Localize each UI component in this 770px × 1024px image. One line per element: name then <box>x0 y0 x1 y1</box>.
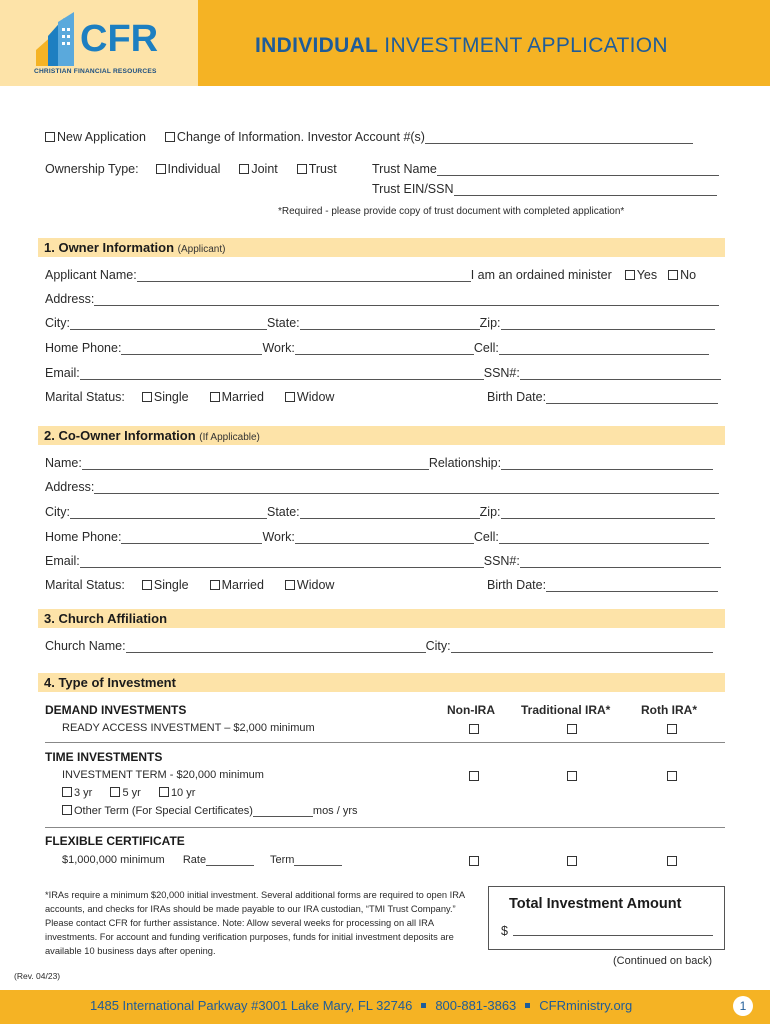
total-investment-title: Total Investment Amount <box>509 896 682 912</box>
coowner-marital-row <box>45 578 334 592</box>
term-3yr-label: 3 yr <box>74 787 93 799</box>
flex-rate-label: Rate <box>182 854 207 866</box>
coowner-state-field[interactable] <box>300 507 480 519</box>
change-info-label: Change of Information. Investor Account #(s) <box>176 130 425 144</box>
footer-phone: 800-881-3863 <box>435 998 517 1013</box>
owner-home-phone-label: Home Phone: <box>45 341 122 355</box>
coowner-birth-date-label: Birth Date: <box>487 578 547 592</box>
page-number: 1 <box>733 996 753 1016</box>
new-application-label: New Application <box>57 130 146 144</box>
coowner-city-field[interactable] <box>70 507 267 519</box>
title-panel <box>198 0 770 86</box>
coowner-widow-label: Widow <box>296 578 335 592</box>
coowner-city-label: City: <box>45 505 70 519</box>
church-name-label: Church Name: <box>45 639 126 653</box>
ordained-minister-label: I am an ordained minister <box>470 268 612 282</box>
coowner-birth-date-field[interactable] <box>546 580 718 592</box>
trust-name-label: Trust Name <box>372 162 437 176</box>
flex-traditional <box>567 854 579 868</box>
time-traditional-checkbox[interactable] <box>567 771 577 781</box>
term-5yr-label: 5 yr <box>122 787 141 799</box>
owner-state-label: State: <box>267 316 300 330</box>
coowner-relationship-label: Relationship: <box>428 456 502 470</box>
coowner-name-row <box>45 456 713 470</box>
divider <box>45 742 725 743</box>
trust-ein-label: Trust EIN/SSN <box>372 182 454 196</box>
flex-roth-checkbox[interactable] <box>667 856 677 866</box>
coowner-cell-label: Cell: <box>473 530 499 544</box>
coowner-address-label: Address: <box>45 480 95 494</box>
demand-traditional <box>567 722 579 736</box>
term-5yr-checkbox[interactable] <box>110 787 120 797</box>
church-name-field[interactable] <box>126 641 426 653</box>
coowner-work-label: Work: <box>262 530 295 544</box>
church-section-header <box>38 609 725 628</box>
ordained-yes-label: Yes <box>636 268 658 282</box>
church-city-label: City: <box>425 639 451 653</box>
time-roth-checkbox[interactable] <box>667 771 677 781</box>
owner-birth-date-label: Birth Date: <box>487 390 547 404</box>
flex-roth <box>667 854 679 868</box>
total-dollar-sign: $ <box>501 924 508 938</box>
other-term-label: Other Term (For Special Certificates) <box>74 805 253 817</box>
bullet-icon <box>421 1003 426 1008</box>
flex-traditional-checkbox[interactable] <box>567 856 577 866</box>
other-term-row <box>62 805 358 817</box>
coowner-relationship-field[interactable] <box>501 458 713 470</box>
col-roth-ira: Roth IRA* <box>641 703 697 717</box>
church-section-title: 3. Church Affiliation <box>44 611 168 626</box>
owner-single-checkbox[interactable] <box>142 392 152 402</box>
term-10yr-checkbox[interactable] <box>159 787 169 797</box>
joint-label: Joint <box>251 162 278 176</box>
coowner-cell-field[interactable] <box>499 532 709 544</box>
investment-section-header <box>38 673 725 692</box>
coowner-section-title: 2. Co-Owner Information (If Applicable) <box>44 428 260 443</box>
demand-traditional-checkbox[interactable] <box>567 724 577 734</box>
divider <box>45 827 725 828</box>
coowner-address-row <box>45 480 719 494</box>
owner-address-label: Address: <box>45 292 95 306</box>
ownership-type-label: Ownership Type: <box>45 162 139 176</box>
applicant-name-row <box>45 268 696 282</box>
owner-single-label: Single <box>153 390 189 404</box>
coowner-married-label: Married <box>221 578 264 592</box>
demand-roth-checkbox[interactable] <box>667 724 677 734</box>
coowner-name-label: Name: <box>45 456 82 470</box>
owner-zip-field[interactable] <box>501 318 715 330</box>
coowner-marital-label: Marital Status: <box>45 578 125 592</box>
coowner-name-field[interactable] <box>82 458 429 470</box>
header <box>0 0 770 86</box>
col-non-ira: Non-IRA <box>447 703 495 717</box>
owner-birth-date-row <box>487 390 718 404</box>
footer-address: 1485 International Parkway #3001 Lake Mary, FL 32746 <box>90 998 413 1013</box>
continued-note: (Continued on back) <box>613 955 713 967</box>
individual-label: Individual <box>167 162 221 176</box>
time-non-ira-checkbox[interactable] <box>469 771 479 781</box>
coowner-section-header <box>38 426 725 445</box>
owner-home-phone-field[interactable] <box>121 343 262 355</box>
coowner-email-field[interactable] <box>80 556 484 568</box>
time-roth <box>667 769 679 783</box>
coowner-address-field[interactable] <box>94 482 719 494</box>
owner-cell-field[interactable] <box>499 343 709 355</box>
coowner-work-field[interactable] <box>295 532 474 544</box>
time-line: INVESTMENT TERM - $20,000 minimum <box>62 769 264 781</box>
flex-row <box>62 854 342 866</box>
joint-checkbox[interactable] <box>239 164 249 174</box>
owner-zip-label: Zip: <box>479 316 501 330</box>
ira-note: *IRAs require a minimum $20,000 initial investment. Several additional forms are required to open IRA accounts, and checks for IRAs should be made payable to our IRA custodian, “TMI Trust Company.” Please contact CFR for further assistance. Note: Allow several weeks for processing on all IRA investments. For account and funding verification purposes, funds for initial investment deposits are available 10 business days after opening. <box>45 890 465 956</box>
owner-city-label: City: <box>45 316 70 330</box>
footer <box>0 990 770 1024</box>
time-title: TIME INVESTMENTS <box>45 750 163 764</box>
coowner-zip-field[interactable] <box>501 507 715 519</box>
trust-ein-field[interactable] <box>454 184 717 196</box>
owner-cell-label: Cell: <box>473 341 499 355</box>
demand-non-ira-checkbox[interactable] <box>469 724 479 734</box>
trust-ein-row <box>372 182 717 196</box>
application-type-row <box>45 130 693 144</box>
owner-city-field[interactable] <box>70 318 267 330</box>
flex-non-ira <box>469 854 481 868</box>
coowner-phone-row <box>45 530 709 544</box>
owner-section-header <box>38 238 725 257</box>
time-non-ira <box>469 769 481 783</box>
owner-marital-label: Marital Status: <box>45 390 125 404</box>
demand-non-ira <box>469 722 481 736</box>
trust-required-note: *Required - please provide copy of trust document with completed application* <box>278 206 625 217</box>
coowner-email-row <box>45 554 721 568</box>
owner-address-field[interactable] <box>94 294 719 306</box>
owner-married-label: Married <box>221 390 264 404</box>
owner-phone-row <box>45 341 709 355</box>
owner-ssn-label: SSN#: <box>483 366 520 380</box>
owner-email-label: Email: <box>45 366 80 380</box>
trust-name-row <box>372 162 719 176</box>
term-10yr-label: 10 yr <box>170 787 196 799</box>
trust-checkbox[interactable] <box>297 164 307 174</box>
flex-title: FLEXIBLE CERTIFICATE <box>45 834 185 848</box>
footer-contact <box>90 998 632 1013</box>
owner-marital-row <box>45 390 334 404</box>
ownership-type-row <box>45 162 337 176</box>
footer-website[interactable]: CFRministry.org <box>539 998 633 1013</box>
flex-term-label: Term <box>270 854 295 866</box>
owner-email-row <box>45 366 721 380</box>
flex-term-field[interactable] <box>294 854 342 866</box>
flex-min-label: $1,000,000 minimum <box>62 854 165 866</box>
church-row <box>45 639 713 653</box>
individual-checkbox[interactable] <box>156 164 166 174</box>
col-traditional-ira: Traditional IRA* <box>521 703 611 717</box>
bullet-icon <box>525 1003 530 1008</box>
coowner-home-phone-label: Home Phone: <box>45 530 122 544</box>
coowner-email-label: Email: <box>45 554 80 568</box>
ordained-no-label: No <box>680 268 697 282</box>
revision-label: (Rev. 04/23) <box>14 971 61 981</box>
investment-section-title: 4. Type of Investment <box>44 675 176 690</box>
other-term-checkbox[interactable] <box>62 805 72 815</box>
page-title: INDIVIDUAL INVESTMENT APPLICATION <box>255 34 668 57</box>
owner-widow-checkbox[interactable] <box>285 392 295 402</box>
ordained-no-checkbox[interactable] <box>668 270 678 280</box>
trust-name-field[interactable] <box>437 164 719 176</box>
applicant-name-label: Applicant Name: <box>45 268 137 282</box>
logo-panel <box>0 0 198 86</box>
time-traditional <box>567 769 579 783</box>
term-options-row <box>62 787 195 799</box>
coowner-ssn-label: SSN#: <box>483 554 520 568</box>
owner-section-title: 1. Owner Information (Applicant) <box>44 240 226 255</box>
ordained-yes-checkbox[interactable] <box>625 270 635 280</box>
flex-non-ira-checkbox[interactable] <box>469 856 479 866</box>
owner-birth-date-field[interactable] <box>546 392 718 404</box>
church-city-field[interactable] <box>451 641 713 653</box>
term-3yr-checkbox[interactable] <box>62 787 72 797</box>
demand-roth <box>667 722 679 736</box>
coowner-home-phone-field[interactable] <box>121 532 262 544</box>
logo-subtitle: CHRISTIAN FINANCIAL RESOURCES <box>34 68 157 75</box>
change-info-checkbox[interactable] <box>165 132 175 142</box>
trust-label: Trust <box>308 162 337 176</box>
applicant-name-field[interactable] <box>137 270 471 282</box>
coowner-zip-label: Zip: <box>479 505 501 519</box>
mos-yrs-label: mos / yrs <box>312 805 358 817</box>
owner-work-label: Work: <box>262 341 295 355</box>
owner-email-field[interactable] <box>80 368 484 380</box>
coowner-married-checkbox[interactable] <box>210 580 220 590</box>
total-investment-box <box>488 886 725 950</box>
owner-city-row <box>45 316 715 330</box>
total-amount-field[interactable] <box>513 935 713 936</box>
owner-state-field[interactable] <box>300 318 480 330</box>
coowner-single-label: Single <box>153 578 189 592</box>
owner-ssn-field[interactable] <box>520 368 721 380</box>
owner-work-field[interactable] <box>295 343 474 355</box>
flex-rate-field[interactable] <box>206 854 254 866</box>
coowner-city-row <box>45 505 715 519</box>
coowner-widow-checkbox[interactable] <box>285 580 295 590</box>
logo-wordmark: CFR <box>80 18 159 60</box>
owner-widow-label: Widow <box>296 390 335 404</box>
demand-line: READY ACCESS INVESTMENT – $2,000 minimum <box>62 722 315 734</box>
owner-married-checkbox[interactable] <box>210 392 220 402</box>
coowner-birth-date-row <box>487 578 718 592</box>
coowner-state-label: State: <box>267 505 300 519</box>
other-term-field[interactable] <box>253 805 313 817</box>
new-application-checkbox[interactable] <box>45 132 55 142</box>
account-number-field[interactable] <box>425 132 693 144</box>
coowner-single-checkbox[interactable] <box>142 580 152 590</box>
owner-address-row <box>45 292 719 306</box>
coowner-ssn-field[interactable] <box>520 556 721 568</box>
demand-title: DEMAND INVESTMENTS <box>45 703 187 717</box>
